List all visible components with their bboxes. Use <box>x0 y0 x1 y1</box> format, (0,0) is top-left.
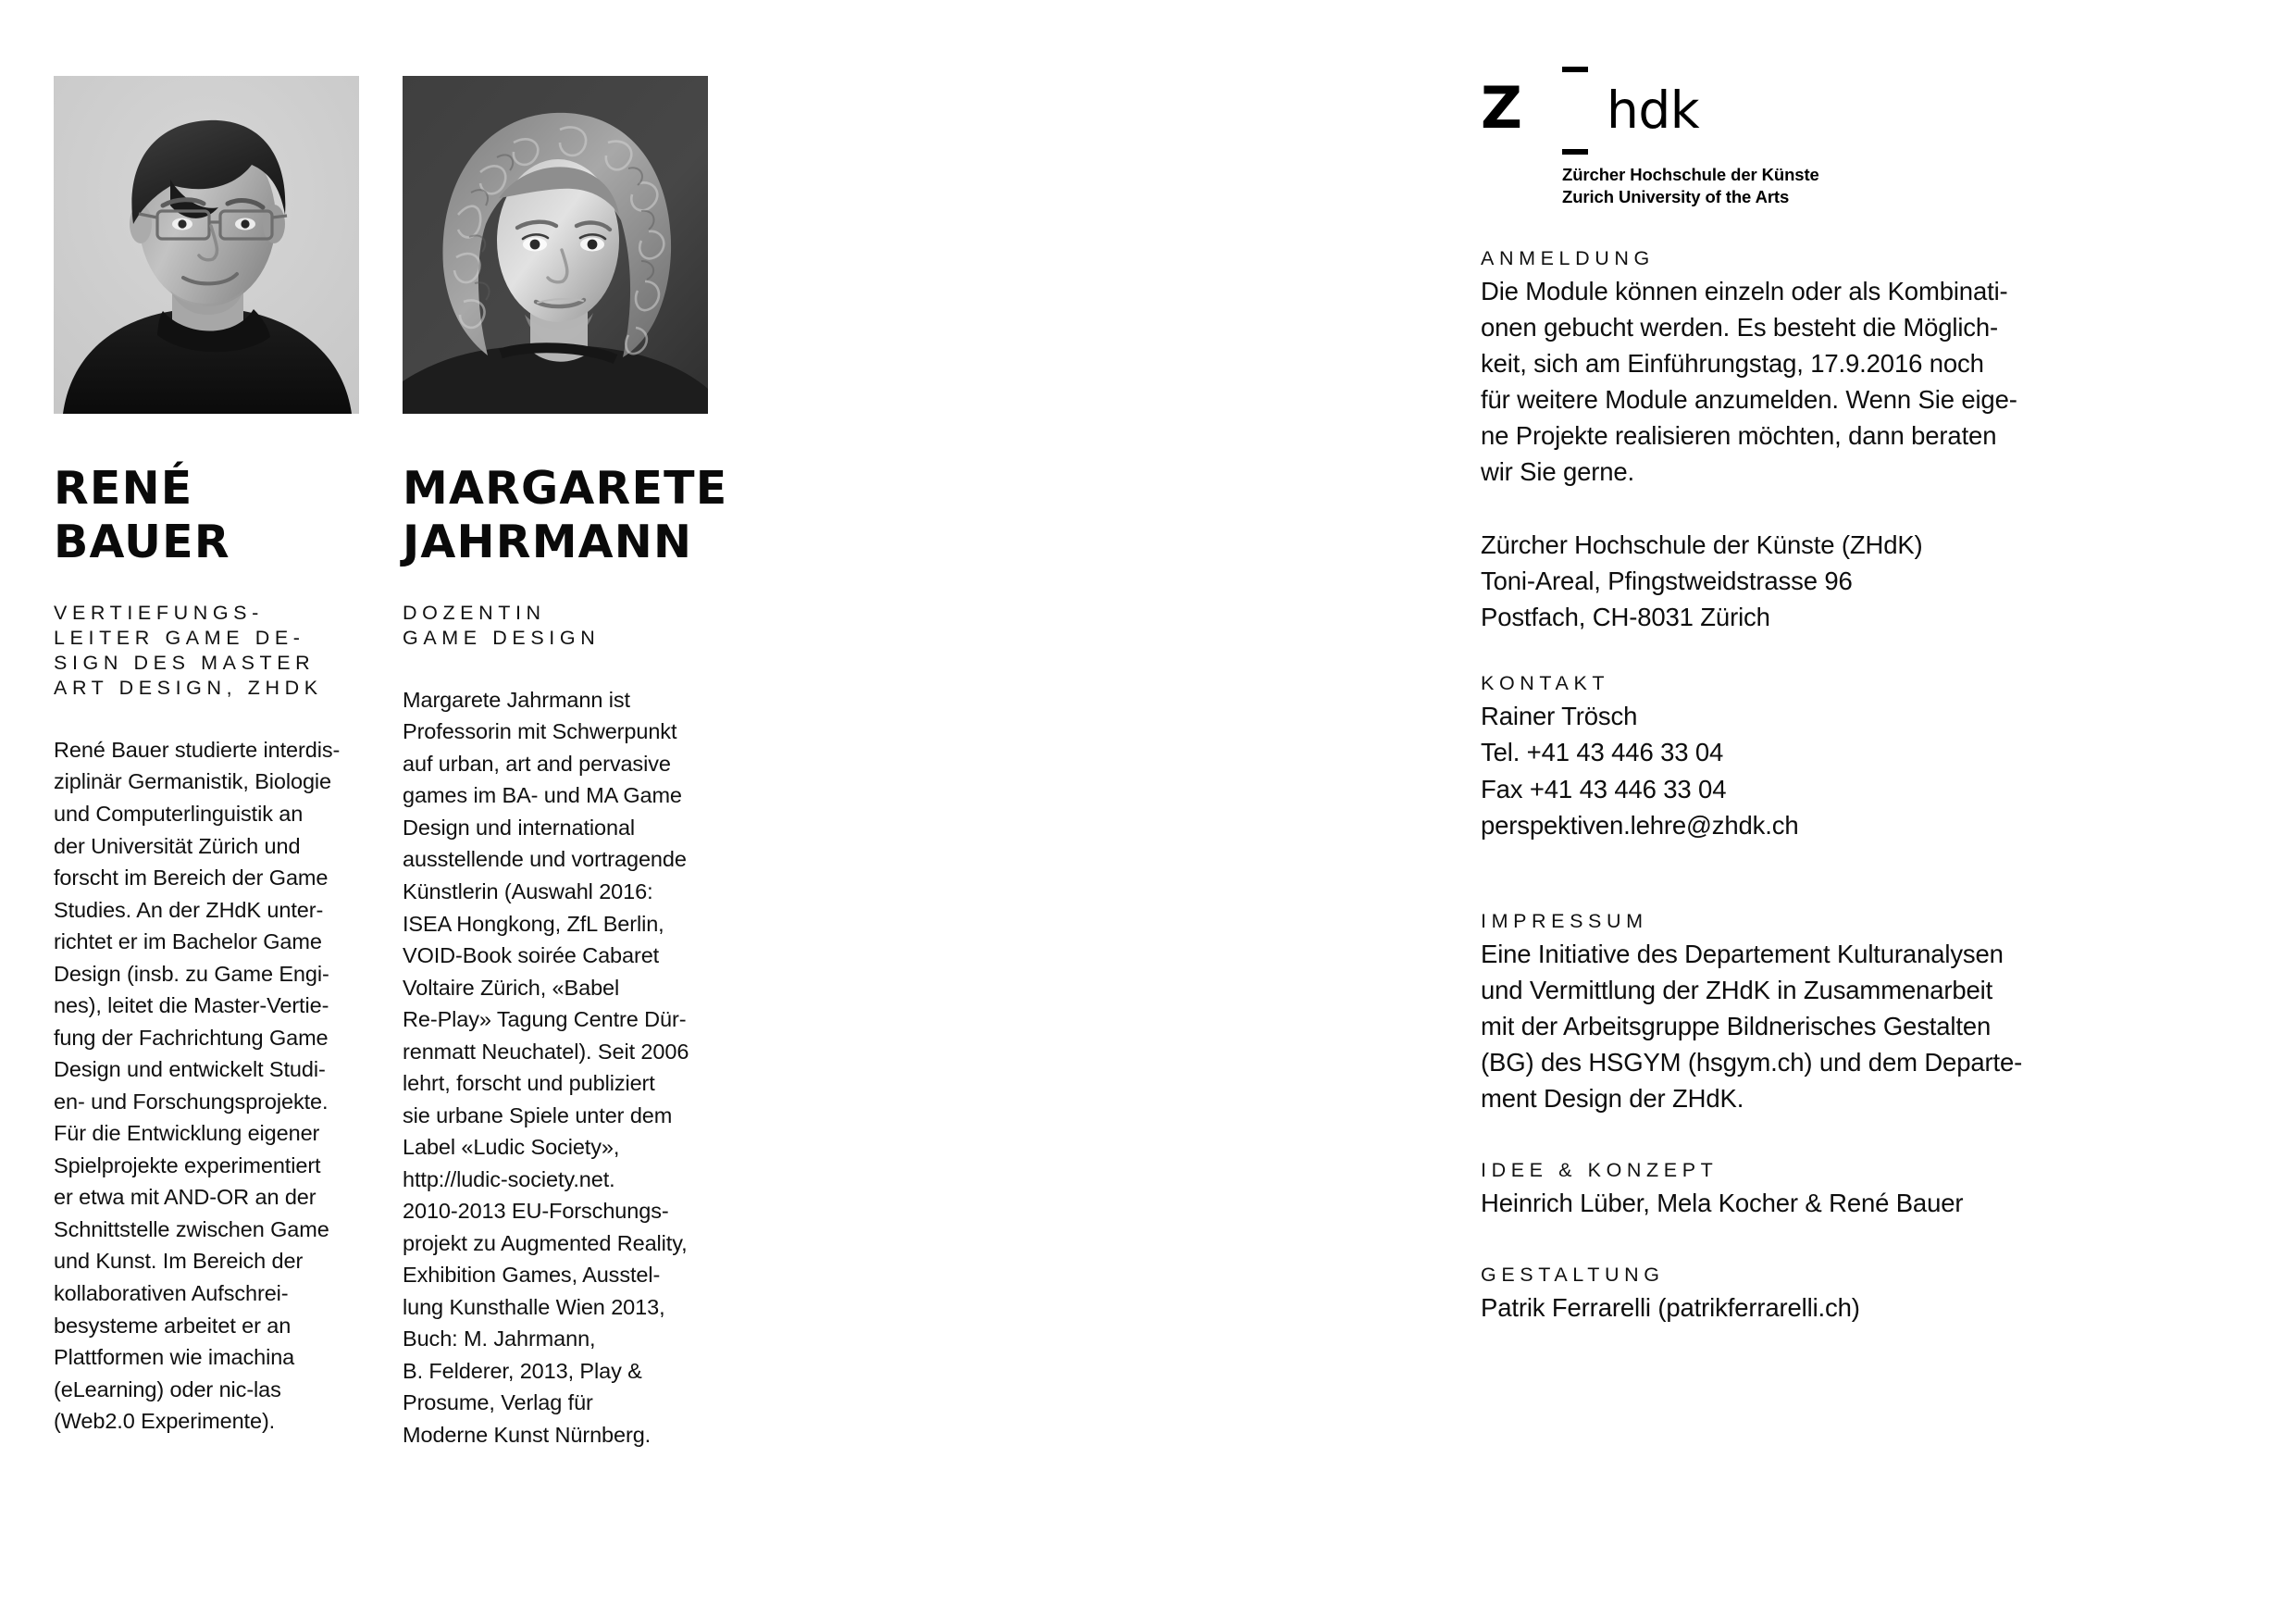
impressum-label: IMPRESSUM <box>1481 909 1648 932</box>
bio-line: der Universität Zürich und <box>54 833 301 858</box>
bio-line: http://ludic-society.net. <box>403 1166 615 1191</box>
body-line: (BG) des HSGYM (hsgym.ch) und dem Departe- <box>1481 1047 2023 1077</box>
bio-line: Moderne Kunst Nürnberg. <box>403 1423 652 1447</box>
body-line: und Vermittlung der ZHdK in Zusammenarbeit <box>1481 975 1993 1004</box>
address-line: Toni-Areal, Pfingstweidstrasse 96 <box>1481 567 1853 596</box>
bio-line: B. Felderer, 2013, Play & <box>403 1358 642 1383</box>
bio-line: Margarete Jahrmann ist <box>403 687 630 712</box>
body-line: Die Module können einzeln oder als Kombinati- <box>1481 277 2008 305</box>
contact-email[interactable]: perspektiven.lehre@zhdk.ch <box>1481 810 1799 840</box>
anmeldung-body <box>1481 273 2249 490</box>
bio-column-margarete-jahrmann <box>403 76 728 1451</box>
bio-line: Label «Ludic Society», <box>403 1135 620 1160</box>
bio-line: Design (insb. zu Game Engi- <box>54 961 329 986</box>
zhdk-logo <box>1481 65 2249 207</box>
bio-line: ISEA Hongkong, ZfL Berlin, <box>403 911 664 936</box>
bio-line: Design und international <box>403 815 636 840</box>
person-name-line: RENÉ <box>54 462 193 515</box>
person-name-margarete-jahrmann <box>403 462 728 569</box>
bio-line: sie urbane Spiele unter dem <box>403 1102 673 1127</box>
bio-line: kollaborativen Aufschrei- <box>54 1280 289 1305</box>
person-bio-rene-bauer <box>54 734 359 1438</box>
tagline-line-en: Zurich University of the Arts <box>1562 187 1790 207</box>
contact-person: Rainer Trösch <box>1481 702 1638 731</box>
section-gestaltung <box>1481 1264 2249 1326</box>
address-line: Zürcher Hochschule der Künste (ZHdK) <box>1481 530 1923 560</box>
bio-line: 2010-2013 EU-Forschungs- <box>403 1199 669 1224</box>
bio-line: ausstellende und vortragende <box>403 847 687 872</box>
info-panel <box>1481 65 2249 1326</box>
bio-line: Prosume, Verlag für <box>403 1390 593 1415</box>
person-name-rene-bauer <box>54 462 359 569</box>
bio-line: VOID-Book soirée Cabaret <box>403 943 660 968</box>
bio-line: Exhibition Games, Ausstel- <box>403 1263 661 1288</box>
body-line: keit, sich am Einführungstag, 17.9.2016 noch <box>1481 349 1984 379</box>
bio-column-rene-bauer <box>54 76 359 1451</box>
person-role-line: LEITER GAME DE- <box>54 626 305 649</box>
body-line: Heinrich Lüber, Mela Kocher & René Bauer <box>1481 1188 1964 1217</box>
bio-line: fung der Fachrichtung Game <box>54 1025 329 1050</box>
bio-line: Voltaire Zürich, «Babel <box>403 975 620 1000</box>
bio-line: Plattformen wie imachina <box>54 1345 295 1370</box>
kontakt-label: KONTAKT <box>1481 672 1610 695</box>
anmeldung-label: ANMELDUNG <box>1481 247 1655 269</box>
bio-line: Für die Entwicklung eigener <box>54 1121 320 1146</box>
bio-columns <box>54 76 728 1451</box>
portrait-margarete-jahrmann <box>403 76 708 414</box>
bio-line: renmatt Neuchatel). Seit 2006 <box>403 1039 689 1064</box>
body-line: ment Design der ZHdK. <box>1481 1083 1744 1113</box>
bio-line: Professorin mit Schwerpunkt <box>403 719 677 744</box>
contact-phone[interactable]: Tel. +41 43 446 33 04 <box>1481 738 1724 767</box>
bio-line: lung Kunsthalle Wien 2013, <box>403 1294 665 1319</box>
person-name-line: JAHRMANN <box>403 515 693 568</box>
zhdk-wordmark-stack <box>1562 65 1868 209</box>
section-impressum <box>1481 910 2249 1116</box>
body-line: Eine Initiative des Departement Kulturanalysen <box>1481 939 2004 968</box>
idee-konzept-label: IDEE & KONZEPT <box>1481 1158 1719 1181</box>
bio-line: richtet er im Bachelor Game <box>54 929 322 954</box>
bio-line: Studies. An der ZHdK unter- <box>54 897 324 922</box>
person-role-line: GAME DESIGN <box>403 626 601 649</box>
section-address <box>1481 527 2249 635</box>
bio-line: Künstlerin (Auswahl 2016: <box>403 878 653 903</box>
bio-line: und Kunst. Im Bereich der <box>54 1249 304 1274</box>
bio-line: Spielprojekte experimentiert <box>54 1152 321 1177</box>
person-role-line: DOZENTIN <box>403 601 546 624</box>
biographies-panel <box>54 76 728 1520</box>
zhdk-hdk-wordmark: hdk <box>1607 81 1700 140</box>
bio-line: Buch: M. Jahrmann, <box>403 1326 596 1351</box>
idee-konzept-body <box>1481 1185 2249 1221</box>
person-name-line: BAUER <box>54 515 230 568</box>
body-line: onen gebucht werden. Es besteht die Möglich- <box>1481 313 1999 342</box>
bio-line: (eLearning) oder nic-las <box>54 1376 281 1401</box>
logo-dash-bottom-icon <box>1562 149 1588 155</box>
person-name-line: MARGARETE <box>403 462 728 515</box>
zhdk-tagline <box>1562 164 1868 209</box>
bio-line: projekt zu Augmented Reality, <box>403 1230 688 1255</box>
zhdk-z-mark: Z <box>1481 74 1521 142</box>
bio-line: (Web2.0 Experimente). <box>54 1409 276 1434</box>
body-line: für weitere Module anzumelden. Wenn Sie eige- <box>1481 385 2017 415</box>
bio-line: Re-Play» Tagung Centre Dür- <box>403 1007 687 1032</box>
person-role-line: SIGN DES MASTER <box>54 651 316 674</box>
bio-line: und Computerlinguistik an <box>54 802 304 826</box>
body-line: ne Projekte realisieren möchten, dann beraten <box>1481 421 1997 451</box>
impressum-body <box>1481 936 2249 1116</box>
bio-line: René Bauer studierte interdis- <box>54 737 341 762</box>
person-bio-margarete-jahrmann <box>403 684 708 1451</box>
bio-line: besysteme arbeitet er an <box>54 1313 292 1338</box>
person-role-margarete-jahrmann <box>403 601 708 651</box>
address-body <box>1481 527 2249 635</box>
bio-line: games im BA- und MA Game <box>403 783 682 808</box>
bio-line: forscht im Bereich der Game <box>54 866 329 890</box>
bio-line: Schnittstelle zwischen Game <box>54 1216 329 1241</box>
portrait-rene-bauer <box>54 76 359 414</box>
contact-fax: Fax +41 43 446 33 04 <box>1481 774 1727 803</box>
section-anmeldung <box>1481 247 2249 490</box>
designer-credit[interactable]: Patrik Ferrarelli (patrikferrarelli.ch) <box>1481 1292 1860 1322</box>
tagline-line-de: Zürcher Hochschule der Künste <box>1562 165 1819 184</box>
bio-line: Design und entwickelt Studi- <box>54 1057 326 1082</box>
bio-line: er etwa mit AND-OR an der <box>54 1185 316 1210</box>
bio-line: nes), leitet die Master-Vertie- <box>54 993 329 1018</box>
bio-line: auf urban, art and pervasive <box>403 751 671 776</box>
gestaltung-body <box>1481 1289 2249 1326</box>
body-line: mit der Arbeitsgruppe Bildnerisches Gestalten <box>1481 1011 1992 1040</box>
kontakt-body <box>1481 698 2249 842</box>
gestaltung-label: GESTALTUNG <box>1481 1263 1665 1286</box>
person-role-line: ART DESIGN, ZHDK <box>54 676 323 699</box>
person-role-rene-bauer <box>54 601 359 701</box>
section-idee-konzept <box>1481 1159 2249 1221</box>
bio-line: en- und Forschungsprojekte. <box>54 1089 329 1114</box>
person-role-line: VERTIEFUNGS- <box>54 601 264 624</box>
section-kontakt <box>1481 672 2249 842</box>
body-line: wir Sie gerne. <box>1481 457 1635 487</box>
logo-dash-top-icon <box>1562 67 1588 72</box>
bio-line: lehrt, forscht und publiziert <box>403 1071 655 1096</box>
bio-line: ziplinär Germanistik, Biologie <box>54 769 332 794</box>
address-line: Postfach, CH-8031 Zürich <box>1481 603 1770 632</box>
